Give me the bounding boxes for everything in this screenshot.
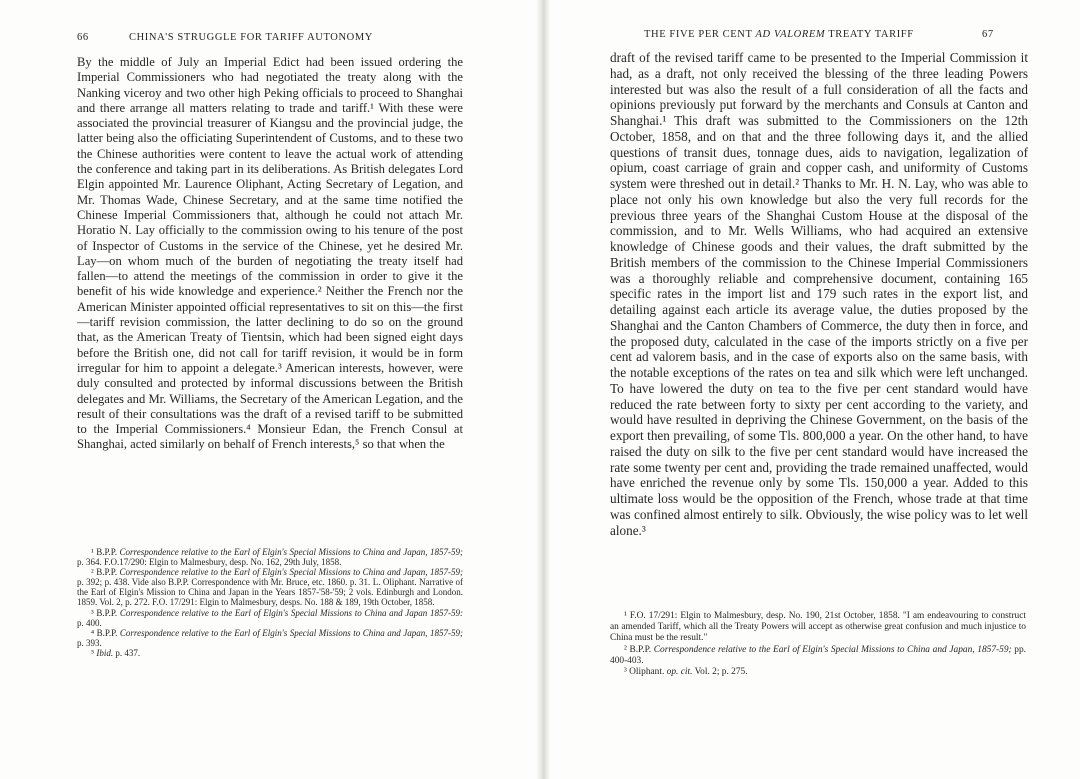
right-body-text: draft of the revised tariff came to be presented to the Imperial Commission it had, as a draft, not only received the blessing of the three leading Powers interested but was also the result of a full consideration of all the facts and opinions previously put forward by the merchants and Consuls at Canton and Shanghai.¹ This draft was submitted to the Commissioners on the 12th October, 1858, and on that and the three following days it, and the allied questions of transit dues, tonnage dues, aids to navigation, legalization of opium, coast carriage of grain and copper cash, and uniformity of Customs system were threshed out in detail.² Thanks to Mr. H. N. Lay, who was able to place not only his own knowledge but also the very full records for the previous three years of the Shanghai Custom House at the disposal of the commission, and to Mr. Wells Williams, who had acquired an extensive knowledge of Chinese goods and their values, the draft submitted by the British members of the commission to the Chinese Imperial Commissioners was a thoroughly reliable and comprehensive document, containing 165 specific rates in the import list and 179 such rates in the export list, and detailing against each article its average value, the duties proposed by the Shanghai and the Canton Chambers of Commerce, the duty then in force, and the proposed duty, calculated in the case of the imports strictly on a five per cent ad valorem basis, and in the case of exports also on the same basis, with the notable exceptions of the rates on tea and silk which were left unchanged. To have lowered the duty on tea to the five per cent standard would have reduced the rate between forty to sixty per cent according to the variety, and would have resulted in depriving the Chinese Government, on the basis of the export then prevailing, of some Tls. 800,000 a year. On the other hand, to have raised the duty on silk to the five per cent standard would have increased the rate some twenty per cent and, providing the trade remained unaffected, would have enriched the revenue only by some Tls. 150,000 a year. Added to this ultimate loss would be the opposition of the French, whose trade at that time was confined almost entirely to silk. Obviously, the wise policy was to let well alone.³ xyxy=(610,50,1028,538)
footnote: ² B.P.P. Correspondence relative to the Earl of Elgin's Special Missions to China and Japan, 1857-59; p. 392; p. 438. Vide also B.P.P. Correspondence with Mr. Bruce, etc. 1860. p. 31. L. Oliphant. Narrative of the Earl of Elgin's Mission to China and Japan in the Years 1857-'58-'59; 2 vols. Edinburgh and London. 1859. Vol. 2, p. 272. F.O. 17/291: Elgin to Malmesbury, desps. No. 188 & 189, 19th October, 1858. xyxy=(77,567,463,608)
right-page xyxy=(548,0,1080,779)
right-page-number: 67 xyxy=(982,29,994,40)
footnote: ¹ B.P.P. Correspondence relative to the Earl of Elgin's Special Missions to China and Japan, 1857-59; p. 364. F.O.17/290: Elgin to Malmesbury, desp. No. 162, 29th July, 1858. xyxy=(77,547,463,568)
footnote: ³ B.P.P. Correspondence relative to the Earl of Elgin's Special Missions to China and Japan 1857-59: p. 400. xyxy=(77,607,463,628)
footnote: ³ Oliphant. op. cit. Vol. 2; p. 275. xyxy=(624,667,748,678)
footnote: ⁴ B.P.P. Correspondence relative to the Earl of Elgin's Special Missions to China and Japan, 1857-59; p. 393. xyxy=(77,627,463,648)
right-footnotes xyxy=(610,611,1026,678)
footnote: ⁵ Ibid. p. 437. xyxy=(91,647,141,658)
left-body-text: By the middle of July an Imperial Edict had been issued ordering the Imperial Commissioners who had negotiated the treaty along with the Nanking viceroy and two other high Peking officials to proceed to Shanghai and there arrange all matters relating to trade and tariff.¹ With these were associated the provincial treasurer of Kiangsu and the provincial judge, the latter being also the officiating Superintendent of Customs, and to these two the Chinese authorities were content to leave the actual work of attending the conference and taking part in its deliberations. As British delegates Lord Elgin appointed Mr. Laurence Oliphant, Acting Secretary of Legation, and Mr. Thomas Wade, Chinese Secretary, and at the same time notified the Chinese Imperial Commissioners that, although he could not attach Mr. Horatio N. Lay officially to the commission owing to his tenure of the post of Inspector of Customs in the service of the Chinese, yet he desired Mr. Lay—on whom much of the burden of negotiating the treaty itself had fallen—to attend the meetings of the commission in order to give it the benefit of his wide knowledge and experience.² Neither the French nor the American Minister appointed official representatives to sit on this—the first—tariff revision commission, the latter declining to do so on the ground that, as the American Treaty of Tientsin, which had been signed eight days before the British one, did not call for tariff revision, it would be in form irregular for him to appoint a delegate.³ American interests, however, were duly consulted and protected by informal discussions between the British delegates and Mr. Williams, the Secretary of the American Legation, and the result of their consultations was the draft of a revised tariff to be submitted to the Imperial Commissioners.⁴ Monsieur Edan, the French Consul at Shanghai, acted similarly on behalf of French interests,⁵ so that when the xyxy=(77,55,463,452)
right-running-head: THE FIVE PER CENT AD VALOREM TREATY TARIFF xyxy=(644,29,914,40)
left-footnotes xyxy=(77,547,463,658)
left-running-head: CHINA'S STRUGGLE FOR TARIFF AUTONOMY xyxy=(129,32,373,43)
footnote: ¹ F.O. 17/291: Elgin to Malmesbury, desp. No. 190, 21st October, 1858. "I am endeavouring to construct an amended Tariff, which all the Treaty Powers will accept as otherwise great confusion and much injustice to China must be the result." xyxy=(610,611,1026,644)
footnote: ² B.P.P. Correspondence relative to the Earl of Elgin's Special Missions to China and Japan, 1857-59; pp. 400-403. xyxy=(610,644,1026,666)
left-page-number: 66 xyxy=(77,32,89,43)
